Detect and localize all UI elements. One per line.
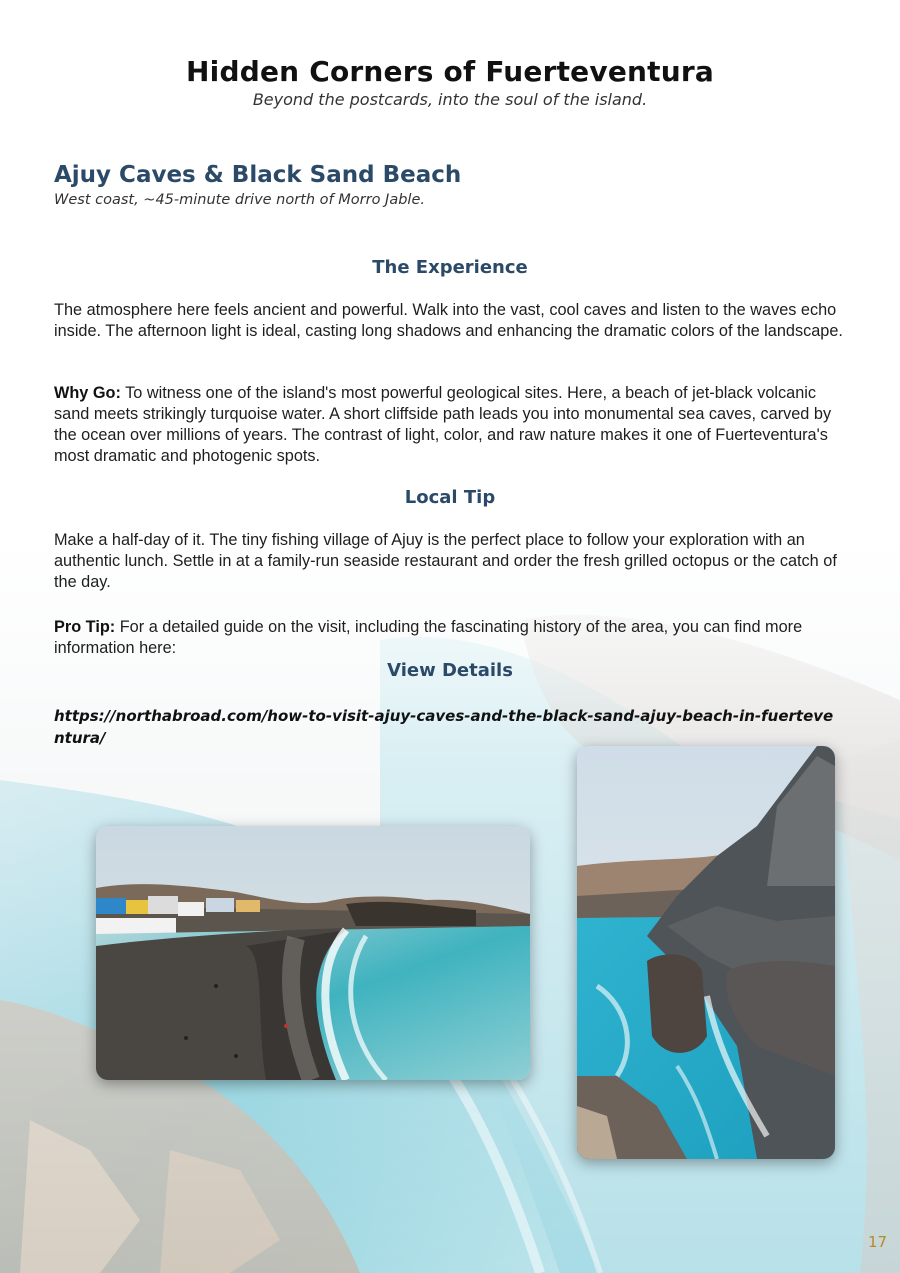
pro-tip-paragraph bbox=[54, 617, 844, 659]
local-tip-paragraph: Make a half-day of it. The tiny fishing village of Ajuy is the perfect place to follow your exploration with an authentic lunch. Settle in at a family-run seaside restaurant and order the fresh grilled octopus or the catch of the day. bbox=[54, 531, 837, 591]
section-title: Ajuy Caves & Black Sand Beach bbox=[54, 162, 462, 188]
page-title: Hidden Corners of Fuerteventura bbox=[186, 55, 714, 88]
photo-sea-cliffs bbox=[577, 746, 835, 1159]
view-details-link[interactable]: View Details bbox=[387, 660, 513, 681]
heading-the-experience: The Experience bbox=[372, 257, 528, 278]
why-go-paragraph bbox=[54, 383, 844, 467]
why-go-text: To witness one of the island's most powerful geological sites. Here, a beach of jet-black volcanic sand meets strikingly turquoise water. A short cliffside path leads you into monumental sea caves, carved by the ocean over millions of years. The contrast of light, color, and raw nature makes it one of Fuerteventura's most dramatic and photogenic spots. bbox=[54, 384, 832, 465]
page-number: 17 bbox=[868, 1233, 888, 1251]
heading-local-tip: Local Tip bbox=[404, 487, 496, 508]
pro-tip-text: For a detailed guide on the visit, including the fascinating history of the area, you can find more information here: bbox=[54, 618, 803, 657]
pro-tip-label: Pro Tip: bbox=[54, 618, 116, 636]
experience-paragraph: The atmosphere here feels ancient and powerful. Walk into the vast, cool caves and listen to the waves echo inside. The afternoon light is ideal, casting long shadows and enhancing the dramatic colors of the landscape. bbox=[54, 301, 843, 340]
article-url-link[interactable]: https://northabroad.com/how-to-visit-ajuy-caves-and-the-black-sand-ajuy-beach-in-fuerteventura/ bbox=[54, 707, 834, 747]
page-subtitle: Beyond the postcards, into the soul of the island. bbox=[252, 90, 648, 109]
section-location: West coast, ~45-minute drive north of Morro Jable. bbox=[54, 192, 425, 208]
photo-black-sand-beach bbox=[96, 826, 530, 1080]
why-go-label: Why Go: bbox=[54, 384, 121, 402]
